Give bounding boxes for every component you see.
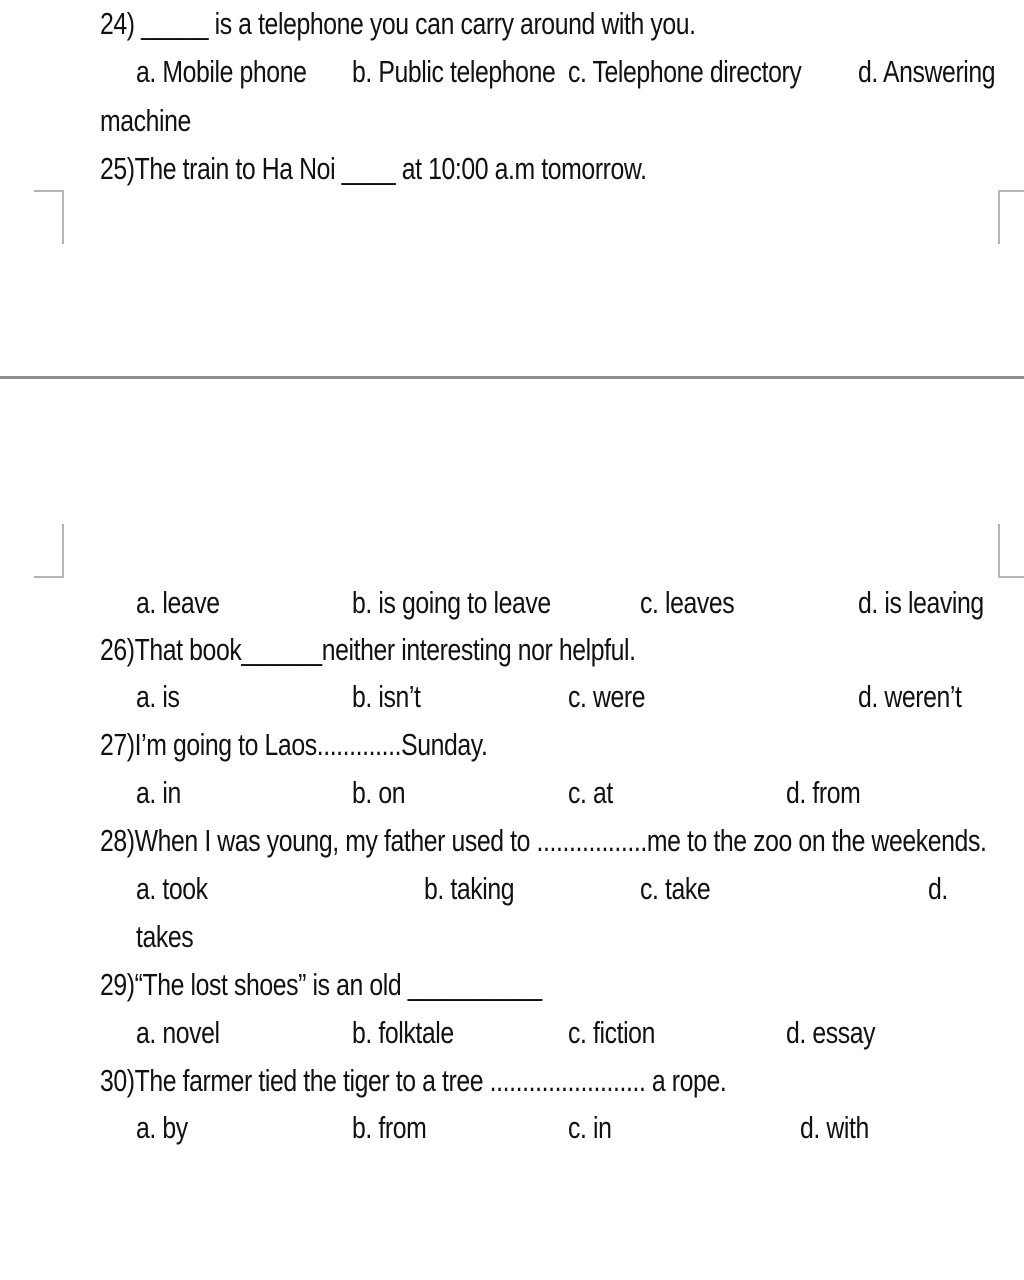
question-30-option-d[interactable]: d. with xyxy=(800,1110,869,1145)
page-break-divider xyxy=(0,376,1024,379)
question-25-stem: 25)The train to Ha Noi ____ at 10:00 a.m tomorrow. xyxy=(100,151,647,186)
question-24-option-d-wrap: machine xyxy=(100,103,191,138)
question-28-option-b[interactable]: b. taking xyxy=(424,871,515,906)
question-28-option-a[interactable]: a. took xyxy=(136,871,208,906)
question-26-option-b[interactable]: b. isn’t xyxy=(352,679,421,714)
question-29-option-b[interactable]: b. folktale xyxy=(352,1015,454,1050)
question-24-option-c[interactable]: c. Telephone directory xyxy=(568,54,802,89)
question-25-option-a[interactable]: a. leave xyxy=(136,585,220,620)
question-29-stem: 29)“The lost shoes” is an old __________ xyxy=(100,967,542,1002)
question-24-option-d[interactable]: d. Answering xyxy=(858,54,996,89)
crop-mark-top-right xyxy=(998,190,1024,244)
question-28-option-d-wrap: takes xyxy=(136,919,194,954)
question-26-option-d[interactable]: d. weren’t xyxy=(858,679,962,714)
question-25-option-b[interactable]: b. is going to leave xyxy=(352,585,551,620)
question-29-option-c[interactable]: c. fiction xyxy=(568,1015,655,1050)
question-28-option-d[interactable]: d. xyxy=(928,871,948,906)
question-26-stem: 26)That book______neither interesting nor helpful. xyxy=(100,632,636,667)
question-25-option-d[interactable]: d. is leaving xyxy=(858,585,984,620)
question-28-option-c[interactable]: c. take xyxy=(640,871,711,906)
question-27-stem: 27)I’m going to Laos.............Sunday. xyxy=(100,727,488,762)
question-26-option-c[interactable]: c. were xyxy=(568,679,646,714)
question-26-option-a[interactable]: a. is xyxy=(136,679,180,714)
question-27-option-d[interactable]: d. from xyxy=(786,775,861,810)
question-24-option-a[interactable]: a. Mobile phone xyxy=(136,54,307,89)
question-27-option-b[interactable]: b. on xyxy=(352,775,406,810)
question-30-option-a[interactable]: a. by xyxy=(136,1110,188,1145)
question-27-option-a[interactable]: a. in xyxy=(136,775,181,810)
crop-mark-top-left xyxy=(34,190,64,244)
crop-mark-bottom-right xyxy=(998,524,1024,578)
question-25-option-c[interactable]: c. leaves xyxy=(640,585,735,620)
question-30-stem: 30)The farmer tied the tiger to a tree ........................ a rope. xyxy=(100,1063,727,1098)
question-30-option-c[interactable]: c. in xyxy=(568,1110,612,1145)
question-24-stem: 24) _____ is a telephone you can carry around with you. xyxy=(100,6,696,41)
question-29-option-d[interactable]: d. essay xyxy=(786,1015,876,1050)
question-29-option-a[interactable]: a. novel xyxy=(136,1015,220,1050)
question-27-option-c[interactable]: c. at xyxy=(568,775,613,810)
question-30-option-b[interactable]: b. from xyxy=(352,1110,427,1145)
crop-mark-bottom-left xyxy=(34,524,64,578)
question-24-option-b[interactable]: b. Public telephone xyxy=(352,54,556,89)
question-28-stem: 28)When I was young, my father used to .................me to the zoo on the weekends. xyxy=(100,823,987,858)
